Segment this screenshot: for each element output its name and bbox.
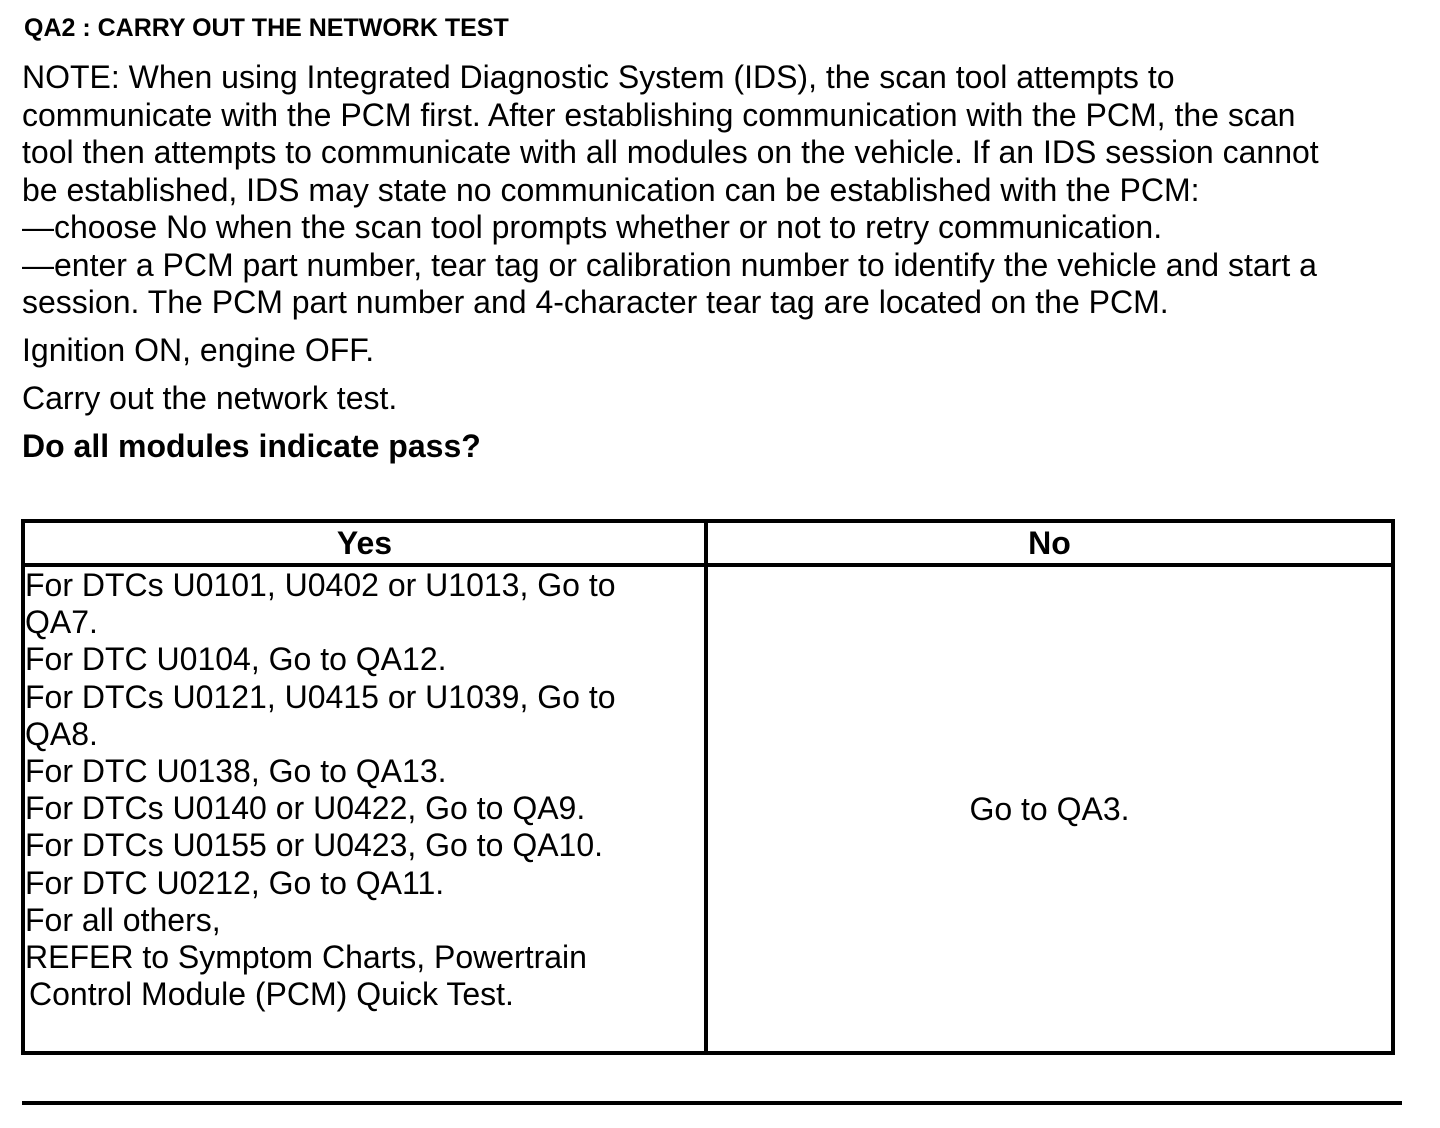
note-line: be established, IDS may state no communication can be established with the PCM: (22, 171, 1200, 208)
bottom-divider (22, 1101, 1402, 1105)
note-bullet-choose-no: —choose No when the scan tool prompts whether or not to retry communication. (22, 209, 1163, 245)
yes-line: For all others, (25, 901, 221, 938)
yes-line: QA8. (25, 715, 98, 752)
step-title: QA2 : CARRY OUT THE NETWORK TEST (24, 14, 509, 42)
no-cell: Go to QA3. (706, 565, 1393, 1053)
note-block (22, 59, 1422, 322)
test-question: Do all modules indicate pass? (22, 428, 481, 464)
note-bullet-enter-part-number: —enter a PCM part number, tear tag or calibration number to identify the vehicle and start a (22, 246, 1317, 283)
result-table-header-row (23, 521, 1393, 565)
yes-header: Yes (23, 521, 706, 565)
note-line: session. The PCM part number and 4-character tear tag are located on the PCM. (22, 284, 1169, 320)
yes-line: For DTCs U0140 or U0422, Go to QA9. (25, 790, 586, 827)
yes-line: For DTC U0104, Go to QA12. (25, 641, 447, 678)
carry-out-instruction: Carry out the network test. (22, 380, 398, 416)
yes-line: For DTCs U0101, U0402 or U1013, Go to (25, 567, 616, 603)
yes-line: For DTC U0212, Go to QA11. (25, 864, 445, 901)
yes-line: For DTCs U0155 or U0423, Go to QA10. (25, 827, 604, 864)
yes-line: REFER to Symptom Charts, Powertrain (25, 939, 587, 976)
note-line: NOTE: When using Integrated Diagnostic System (IDS), the scan tool attempts to (22, 59, 1175, 95)
result-table-body-row (23, 565, 1393, 1053)
yes-line: Control Module (PCM) Quick Test. (29, 976, 514, 1013)
yes-line: For DTC U0138, Go to QA13. (25, 753, 447, 790)
note-line: tool then attempts to communicate with all modules on the vehicle. If an IDS session cannot (22, 134, 1319, 170)
ignition-instruction: Ignition ON, engine OFF. (22, 332, 375, 368)
yes-cell (23, 565, 706, 1053)
no-header: No (706, 521, 1393, 565)
note-line: communicate with the PCM first. After establishing communication with the PCM, the scan (22, 96, 1296, 133)
yes-line: QA7. (25, 604, 98, 641)
yes-line: For DTCs U0121, U0415 or U1039, Go to (25, 678, 616, 715)
result-table (21, 519, 1395, 1055)
